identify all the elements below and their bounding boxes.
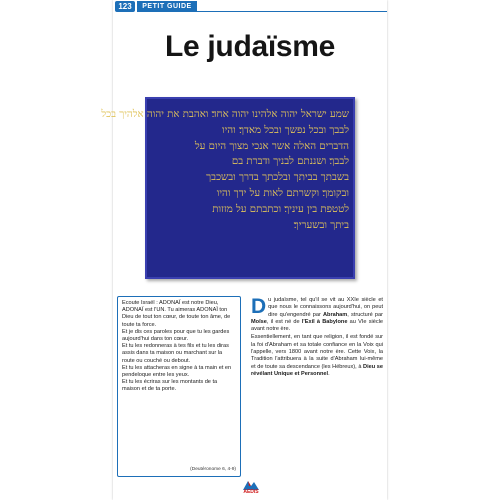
article-text-run: au VIe siècle avant notre ère.	[251, 318, 383, 333]
hebrew-line: לבבך ובכל נפשך ובכל מאדך׃ והיו	[222, 124, 349, 136]
quote-box	[117, 296, 241, 477]
hebrew-line: בשבתך בביתך ובלכתך בדרך ובשכבך	[206, 172, 349, 184]
hebrew-line: ביתך ובשעריך׃	[293, 219, 349, 231]
article-text-run: u judaïsme, tel qu'il se vit au XXIe siècle et que nous le connaissons aujourd'hui, on peut dire qu'engendré par	[268, 297, 383, 318]
quote-paragraph: Ecoute Israël : ADONAÏ est notre Dieu, ADONAÏ est l'UN. Tu aimeras ADONAÏ ton Dieu de tout ton cœur, de toute ton âme, de toute ta force.	[122, 300, 231, 328]
page-title: Le judaïsme	[164, 30, 336, 63]
hebrew-line: לטטפת בין עיניך׃ וכתבתם על מזזות	[212, 203, 349, 215]
article-bold-run: Dieu se révélant Unique et Personnel	[251, 363, 383, 377]
hebrew-line: לבבך׃ ושננתם לבניך ודברת בם	[231, 156, 349, 168]
article-bold-run: l'Exil à Babylone	[301, 318, 348, 325]
quote-paragraph: Et tu les écriras sur les montants de ta maison et de ta porte.	[122, 379, 218, 393]
article-text-run: , structuré par	[347, 311, 383, 318]
article-text-run: , il est né de	[266, 318, 302, 325]
series-number-badge: 123	[115, 1, 135, 12]
hebrew-text-panel	[101, 97, 355, 279]
header-divider	[197, 11, 387, 12]
publisher-name: AEDIS	[243, 489, 259, 495]
article-bold-run: Abraham	[323, 311, 348, 318]
hebrew-line: שמע ישראל יהוה אלהינו יהוה אחד׃ ואהבת את יהוה אלהיך בכל	[101, 109, 349, 120]
series-name-label: PETIT GUIDE	[137, 1, 197, 12]
quote-reference: (Deutéronome 6, 4-9)	[190, 466, 236, 472]
quote-paragraph: Et tu les redonneras à tes fils et tu les diras assis dans ta maison ou marchant sur la route ou couché ou debout.	[122, 343, 229, 364]
article-paragraph	[251, 297, 383, 333]
drop-cap: D	[251, 295, 267, 318]
series-header	[113, 0, 387, 13]
article-text-run: Essentiellement, en tant que religion, il est fondé sur la foi d'Abraham et sa totale confiance en la Voix qui l'appelle, vers 1800 avant notre ère. Cette Voix, la Tradition l'attribuera à la suite d'Abraham lui-même et de toute sa descendance (les Hébreux), à	[251, 334, 383, 370]
hebrew-line: ובקומך׃ וקשרתם לאות על ידך והיו	[216, 187, 349, 199]
book-cover	[101, 0, 387, 500]
publisher-logo	[237, 478, 265, 496]
article-paragraph	[251, 334, 383, 378]
hebrew-line: הדברים האלה אשר אנכי מצוך היום על	[194, 140, 349, 152]
quote-paragraph: Et je dis ces paroles pour que tu les gardes aujourd'hui dans ton cœur.	[122, 328, 230, 343]
article-bold-run: Moïse	[251, 318, 267, 325]
article-text-run: .	[328, 370, 330, 377]
quote-paragraph: Et tu les attacheras en signe à ta main et en pendeloque entre les yeux.	[122, 364, 232, 379]
article-text	[251, 297, 383, 379]
